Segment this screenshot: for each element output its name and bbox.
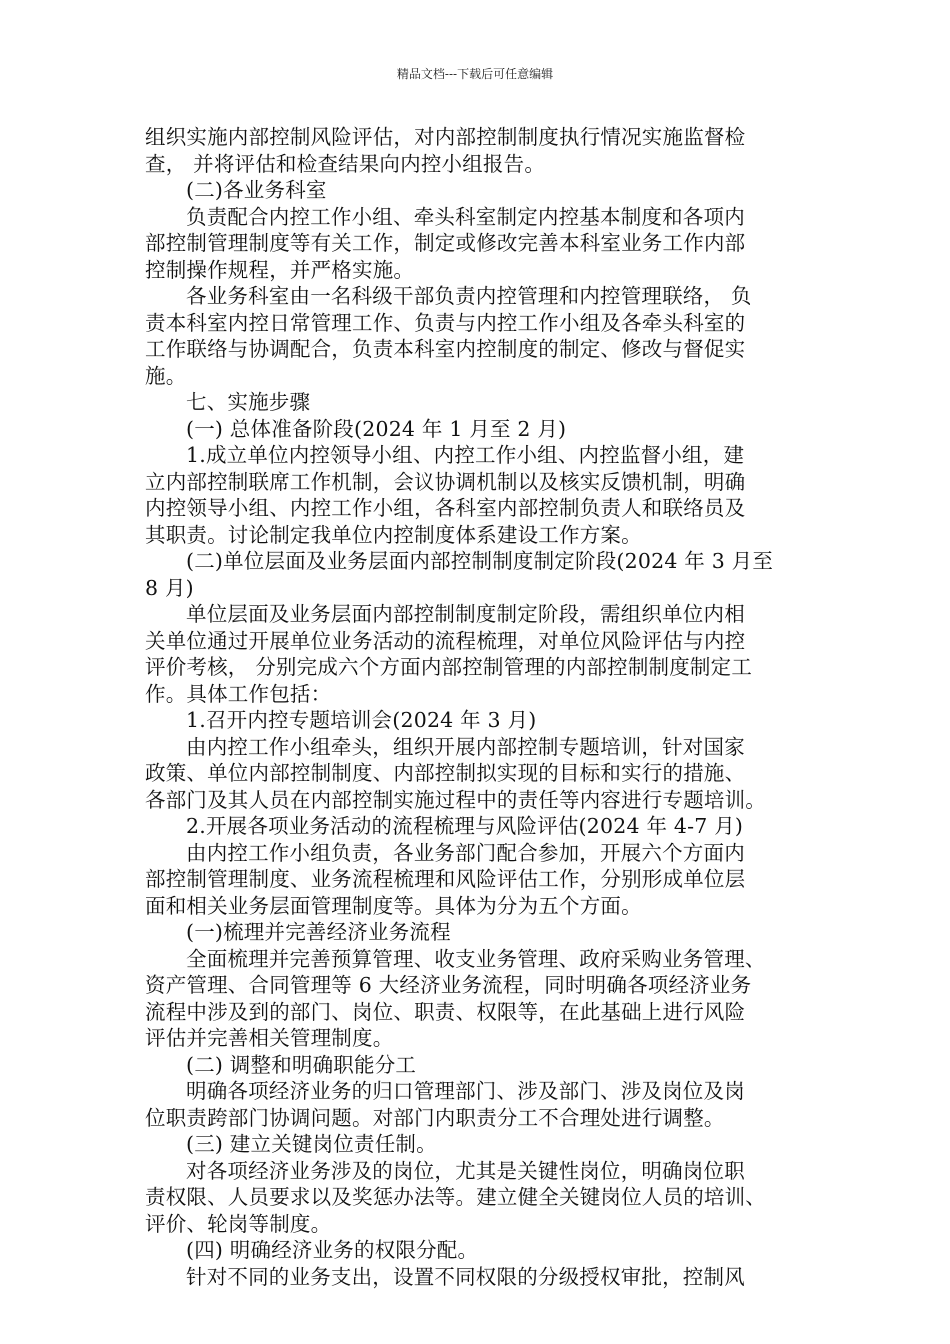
text-line: (二)各业务科室 — [186, 178, 327, 202]
text-line: 评价考核， 分别完成六个方面内部控制管理的内部控制制度制定工 — [145, 655, 753, 679]
text-line: 组织实施内部控制风险评估，对内部控制制度执行情况实施监督检 — [145, 125, 746, 149]
text-line: (二)单位层面及业务层面内部控制制度制定阶段(2024 年 3 月至 — [186, 549, 774, 573]
text-line: 作。具体工作包括： — [145, 681, 332, 706]
text-line: (三) 建立关键岗位责任制。 — [186, 1132, 437, 1156]
text-line: 责本科室内控日常管理工作、负责与内控工作小组及各牵头科室的 — [145, 310, 746, 335]
text-line: 内控领导小组、内控工作小组，各科室内部控制负责人和联络员及 — [145, 496, 746, 520]
text-line: 1.召开内控专题培训会(2024 年 3 月) — [186, 708, 537, 732]
text-line: 由内控工作小组牵头，组织开展内部控制专题培训，针对国家 — [186, 734, 745, 759]
text-line: 各部门及其人员在内部控制实施过程中的责任等内容进行专题培训。 — [145, 787, 766, 812]
text-line: 面和相关业务层面管理制度等。具体为分为五个方面。 — [145, 893, 642, 918]
text-line: 施。 — [145, 363, 187, 388]
text-line: 2.开展各项业务活动的流程梳理与风险评估(2024 年 4-7 月) — [186, 814, 744, 838]
text-line: 立内部控制联席工作机制，会议协调机制以及核实反馈机制，明确 — [145, 469, 746, 494]
text-line: 针对不同的业务支出，设置不同权限的分级授权审批，控制风 — [186, 1264, 745, 1289]
text-line: 负责配合内控工作小组、牵头科室制定内控基本制度和各项内 — [186, 204, 745, 229]
text-line: 全面梳理并完善预算管理、收支业务管理、政府采购业务管理、 — [186, 946, 766, 971]
text-line: 由内控工作小组负责，各业务部门配合参加，开展六个方面内 — [186, 840, 745, 865]
text-line: 责权限、人员要求以及奖惩办法等。建立健全关键岗位人员的培训、 — [145, 1185, 766, 1209]
text-line: 评价、轮岗等制度。 — [145, 1211, 332, 1236]
text-line: 七、实施步骤 — [186, 390, 311, 414]
text-line: 其职责。讨论制定我单位内控制度体系建设工作方案。 — [145, 522, 642, 547]
text-line: 部控制管理制度、业务流程梳理和风险评估工作，分别形成单位层 — [145, 867, 746, 891]
page-header: 精品文档---下载后可任意编辑 — [396, 67, 554, 81]
text-line: (四) 明确经济业务的权限分配。 — [186, 1238, 479, 1262]
text-line: 评估并完善相关管理制度。 — [145, 1026, 394, 1050]
text-line: (二) 调整和明确职能分工 — [186, 1052, 417, 1077]
text-line: 位职责跨部门协调问题。对部门内职责分工不合理处进行调整。 — [145, 1105, 725, 1130]
text-line: 控制操作规程，并严格实施。 — [145, 257, 415, 282]
text-line: 1.成立单位内控领导小组、内控工作小组、内控监督小组，建 — [186, 443, 745, 467]
text-line: (一)梳理并完善经济业务流程 — [186, 920, 451, 944]
text-line: 对各项经济业务涉及的岗位，尤其是关键性岗位，明确岗位职 — [186, 1158, 745, 1183]
text-line: 单位层面及业务层面内部控制制度制定阶段，需组织单位内相 — [186, 602, 745, 626]
text-line: 资产管理、合同管理等 6 大经济业务流程，同时明确各项经济业务 — [145, 973, 752, 997]
document-body — [145, 124, 813, 1290]
text-line: 流程中涉及到的部门、岗位、职责、权限等，在此基础上进行风险 — [145, 999, 746, 1024]
text-line: 查， 并将评估和检查结果向内控小组报告。 — [145, 151, 546, 176]
text-line: 关单位通过开展单位业务活动的流程梳理，对单位风险评估与内控 — [145, 628, 746, 653]
text-line: 明确各项经济业务的归口管理部门、涉及部门、涉及岗位及岗 — [186, 1079, 745, 1103]
text-line: 工作联络与协调配合，负责本科室内控制度的制定、修改与督促实 — [145, 337, 746, 361]
text-line: 8 月) — [145, 575, 194, 600]
text-line: 政策、单位内部控制制度、内部控制拟实现的目标和实行的措施、 — [145, 761, 746, 785]
text-line: (一) 总体准备阶段(2024 年 1 月至 2 月) — [186, 416, 567, 441]
text-line: 部控制管理制度等有关工作，制定或修改完善本科室业务工作内部 — [145, 231, 746, 255]
text-line: 各业务科室由一名科级干部负责内控管理和内控管理联络， 负 — [186, 284, 752, 308]
